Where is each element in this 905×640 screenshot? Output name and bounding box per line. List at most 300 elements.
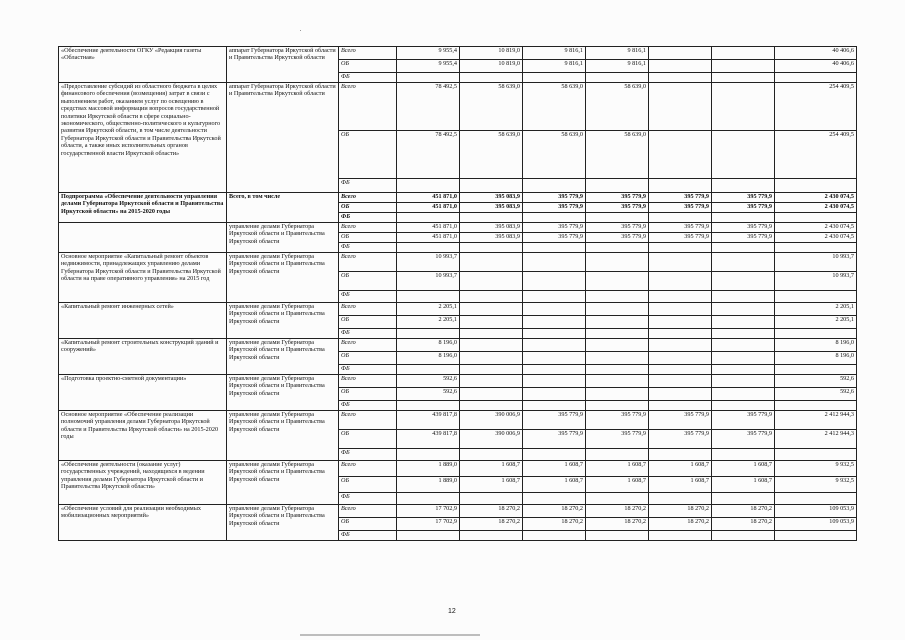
amount-cell bbox=[586, 316, 649, 329]
amount-cell bbox=[460, 375, 523, 388]
amount-cell: 395 083,9 bbox=[460, 203, 523, 213]
total-amount-cell: 40 406,6 bbox=[775, 60, 857, 73]
amount-cell bbox=[523, 253, 586, 272]
activity-name-cell: «Подготовка проектно-сметной документации» bbox=[59, 375, 227, 411]
funding-source-cell: ФБ bbox=[339, 213, 397, 223]
amount-cell bbox=[460, 213, 523, 223]
amount-cell bbox=[397, 213, 460, 223]
amount-cell bbox=[649, 179, 712, 193]
amount-cell: 439 817,8 bbox=[397, 430, 460, 449]
amount-cell bbox=[649, 291, 712, 303]
amount-cell: 18 270,2 bbox=[460, 518, 523, 531]
amount-cell: 395 779,9 bbox=[523, 193, 586, 203]
funding-source-cell: ОБ bbox=[339, 60, 397, 73]
amount-cell: 58 639,0 bbox=[460, 131, 523, 179]
funding-source-cell: Всего bbox=[339, 303, 397, 316]
total-amount-cell bbox=[775, 449, 857, 461]
amount-cell bbox=[712, 253, 775, 272]
total-amount-cell: 592,6 bbox=[775, 388, 857, 401]
amount-cell: 395 779,9 bbox=[649, 430, 712, 449]
amount-cell: 451 871,0 bbox=[397, 203, 460, 213]
amount-cell: 10 819,0 bbox=[460, 60, 523, 73]
amount-cell bbox=[586, 179, 649, 193]
amount-cell: 395 779,9 bbox=[523, 233, 586, 243]
amount-cell bbox=[460, 339, 523, 352]
amount-cell bbox=[649, 388, 712, 401]
amount-cell bbox=[523, 303, 586, 316]
scan-speck bbox=[300, 30, 301, 31]
amount-cell: 58 639,0 bbox=[586, 131, 649, 179]
amount-cell bbox=[523, 272, 586, 291]
amount-cell bbox=[649, 339, 712, 352]
total-amount-cell: 2 430 074,5 bbox=[775, 223, 857, 233]
amount-cell bbox=[712, 352, 775, 365]
amount-cell: 18 270,2 bbox=[712, 518, 775, 531]
total-amount-cell: 109 053,9 bbox=[775, 505, 857, 518]
funding-source-cell: Всего bbox=[339, 253, 397, 272]
funding-source-cell: ОБ bbox=[339, 477, 397, 493]
funding-source-cell: ФБ bbox=[339, 531, 397, 541]
amount-cell: 9 955,4 bbox=[397, 60, 460, 73]
amount-cell: 8 196,0 bbox=[397, 352, 460, 365]
executor-cell: управление делами Губернатора Иркутской области и Правительства Иркутской области bbox=[227, 505, 339, 541]
amount-cell bbox=[712, 243, 775, 253]
funding-source-cell: ФБ bbox=[339, 329, 397, 339]
amount-cell bbox=[523, 339, 586, 352]
amount-cell: 395 779,9 bbox=[649, 203, 712, 213]
total-amount-cell bbox=[775, 493, 857, 505]
amount-cell: 451 871,0 bbox=[397, 193, 460, 203]
amount-cell bbox=[712, 60, 775, 73]
amount-cell bbox=[712, 73, 775, 83]
amount-cell bbox=[460, 329, 523, 339]
amount-cell bbox=[460, 449, 523, 461]
page-number: 12 bbox=[448, 608, 456, 615]
amount-cell: 1 608,7 bbox=[586, 461, 649, 477]
amount-cell: 1 608,7 bbox=[523, 477, 586, 493]
executor-cell: аппарат Губернатора Иркутской области и Правительства Иркутской области bbox=[227, 83, 339, 193]
amount-cell: 395 083,9 bbox=[460, 193, 523, 203]
total-amount-cell bbox=[775, 329, 857, 339]
amount-cell bbox=[712, 83, 775, 131]
amount-cell bbox=[460, 303, 523, 316]
amount-cell bbox=[649, 375, 712, 388]
amount-cell bbox=[397, 365, 460, 375]
total-amount-cell: 2 430 074,5 bbox=[775, 233, 857, 243]
table-row bbox=[59, 83, 857, 131]
amount-cell bbox=[712, 339, 775, 352]
funding-source-cell: ОБ bbox=[339, 203, 397, 213]
total-amount-cell: 109 053,9 bbox=[775, 518, 857, 531]
funding-source-cell: ФБ bbox=[339, 291, 397, 303]
amount-cell: 58 639,0 bbox=[523, 83, 586, 131]
amount-cell: 395 083,9 bbox=[460, 233, 523, 243]
amount-cell bbox=[586, 243, 649, 253]
amount-cell: 395 779,9 bbox=[712, 233, 775, 243]
funding-source-cell: ФБ bbox=[339, 449, 397, 461]
activity-name-cell: «Капитальный ремонт инженерных сетей» bbox=[59, 303, 227, 339]
executor-cell: Всего, в том числе bbox=[227, 193, 339, 223]
activity-name-cell: «Обеспечение деятельности (оказание услуг) государственных учреждений, находящихся в ведении управления делами Губернатора Иркутской области и Правительства Иркутской области» bbox=[59, 461, 227, 505]
activity-name-cell: «Предоставление субсидий из областного бюджета в целях финансового обеспечения (возмещения) затрат в связи с выполнением работ, оказанием услуг по освещению в средствах массовой информации вопросов государственной политики Иркутской области в сфере социально-экономического, общественно-политического и культурного развития Иркутской области, в том числе деятельности Губернатора Иркутской области и Правительства Иркутской области, а также иных исполнительных органов государственной власти Иркутской области» bbox=[59, 83, 227, 193]
executor-cell: управление делами Губернатора Иркутской области и Правительства Иркутской области bbox=[227, 461, 339, 505]
amount-cell bbox=[586, 303, 649, 316]
total-amount-cell: 8 196,0 bbox=[775, 352, 857, 365]
amount-cell bbox=[649, 493, 712, 505]
executor-cell: управление делами Губернатора Иркутской области и Правительства Иркутской области bbox=[227, 411, 339, 461]
amount-cell bbox=[397, 531, 460, 541]
amount-cell: 395 779,9 bbox=[586, 223, 649, 233]
amount-cell bbox=[712, 179, 775, 193]
amount-cell bbox=[523, 493, 586, 505]
funding-source-cell: Всего bbox=[339, 47, 397, 60]
amount-cell: 18 270,2 bbox=[649, 518, 712, 531]
amount-cell: 395 779,9 bbox=[523, 430, 586, 449]
total-amount-cell bbox=[775, 401, 857, 411]
total-amount-cell bbox=[775, 213, 857, 223]
funding-source-cell: Всего bbox=[339, 411, 397, 430]
amount-cell bbox=[649, 272, 712, 291]
funding-source-cell: Всего bbox=[339, 83, 397, 131]
amount-cell: 10 993,7 bbox=[397, 253, 460, 272]
amount-cell bbox=[712, 493, 775, 505]
table-row bbox=[59, 47, 857, 60]
funding-source-cell: ФБ bbox=[339, 365, 397, 375]
amount-cell bbox=[586, 272, 649, 291]
amount-cell: 395 779,9 bbox=[649, 193, 712, 203]
amount-cell: 395 779,9 bbox=[586, 193, 649, 203]
amount-cell bbox=[712, 303, 775, 316]
amount-cell bbox=[649, 243, 712, 253]
amount-cell: 18 270,2 bbox=[712, 505, 775, 518]
table-row bbox=[59, 223, 857, 233]
amount-cell bbox=[460, 365, 523, 375]
amount-cell bbox=[712, 47, 775, 60]
amount-cell bbox=[586, 531, 649, 541]
amount-cell: 1 889,0 bbox=[397, 477, 460, 493]
activity-name-cell: Подпрограмма «Обеспечение деятельности управления делами Губернатора Иркутской области и Правительства Иркутской области» на 2015-2020 годы bbox=[59, 193, 227, 223]
amount-cell: 395 779,9 bbox=[586, 233, 649, 243]
amount-cell bbox=[523, 352, 586, 365]
funding-source-cell: ФБ bbox=[339, 243, 397, 253]
amount-cell bbox=[586, 493, 649, 505]
amount-cell: 58 639,0 bbox=[460, 83, 523, 131]
amount-cell bbox=[523, 243, 586, 253]
amount-cell: 8 196,0 bbox=[397, 339, 460, 352]
amount-cell bbox=[712, 388, 775, 401]
activity-name-cell: «Обеспечение деятельности ОГКУ «Редакция газеты «Областная» bbox=[59, 47, 227, 83]
amount-cell bbox=[523, 365, 586, 375]
amount-cell bbox=[397, 291, 460, 303]
amount-cell: 58 639,0 bbox=[523, 131, 586, 179]
executor-cell: управление делами Губернатора Иркутской области и Правительства Иркутской области bbox=[227, 303, 339, 339]
amount-cell: 395 779,9 bbox=[523, 203, 586, 213]
amount-cell: 395 779,9 bbox=[712, 193, 775, 203]
funding-source-cell: ФБ bbox=[339, 179, 397, 193]
amount-cell: 9 955,4 bbox=[397, 47, 460, 60]
amount-cell bbox=[460, 388, 523, 401]
amount-cell bbox=[586, 352, 649, 365]
amount-cell bbox=[586, 339, 649, 352]
funding-source-cell: Всего bbox=[339, 339, 397, 352]
total-amount-cell: 10 993,7 bbox=[775, 272, 857, 291]
amount-cell: 592,6 bbox=[397, 388, 460, 401]
amount-cell bbox=[649, 47, 712, 60]
amount-cell: 17 702,9 bbox=[397, 518, 460, 531]
scan-footer-strip bbox=[300, 634, 480, 636]
amount-cell: 1 889,0 bbox=[397, 461, 460, 477]
table-row bbox=[59, 253, 857, 272]
amount-cell: 9 816,1 bbox=[586, 47, 649, 60]
executor-cell: управление делами Губернатора Иркутской области и Правительства Иркутской области bbox=[227, 339, 339, 375]
amount-cell: 1 608,7 bbox=[586, 477, 649, 493]
amount-cell bbox=[397, 329, 460, 339]
amount-cell bbox=[460, 253, 523, 272]
amount-cell: 395 779,9 bbox=[712, 430, 775, 449]
activity-name-cell bbox=[59, 223, 227, 253]
amount-cell bbox=[523, 291, 586, 303]
amount-cell bbox=[523, 213, 586, 223]
amount-cell bbox=[460, 243, 523, 253]
total-amount-cell: 2 205,1 bbox=[775, 316, 857, 329]
amount-cell bbox=[460, 272, 523, 291]
amount-cell bbox=[397, 243, 460, 253]
amount-cell bbox=[649, 303, 712, 316]
amount-cell bbox=[460, 179, 523, 193]
activity-name-cell: «Капитальный ремонт строительных конструкций зданий и сооружений» bbox=[59, 339, 227, 375]
amount-cell bbox=[649, 365, 712, 375]
amount-cell bbox=[586, 329, 649, 339]
amount-cell bbox=[649, 449, 712, 461]
amount-cell bbox=[712, 375, 775, 388]
total-amount-cell: 2 430 074,5 bbox=[775, 203, 857, 213]
amount-cell bbox=[397, 179, 460, 193]
amount-cell: 1 608,7 bbox=[523, 461, 586, 477]
amount-cell: 10 819,0 bbox=[460, 47, 523, 60]
amount-cell: 17 702,9 bbox=[397, 505, 460, 518]
amount-cell bbox=[460, 73, 523, 83]
amount-cell bbox=[523, 329, 586, 339]
amount-cell bbox=[523, 531, 586, 541]
amount-cell bbox=[586, 365, 649, 375]
amount-cell bbox=[649, 73, 712, 83]
amount-cell bbox=[649, 401, 712, 411]
funding-source-cell: Всего bbox=[339, 505, 397, 518]
total-amount-cell bbox=[775, 531, 857, 541]
amount-cell: 58 639,0 bbox=[586, 83, 649, 131]
executor-cell: управление делами Губернатора Иркутской области и Правительства Иркутской области bbox=[227, 223, 339, 253]
table-row bbox=[59, 461, 857, 477]
amount-cell: 395 779,9 bbox=[712, 203, 775, 213]
amount-cell: 1 608,7 bbox=[712, 477, 775, 493]
table-row bbox=[59, 193, 857, 203]
amount-cell: 395 779,9 bbox=[712, 411, 775, 430]
executor-cell: аппарат Губернатора Иркутской области и Правительства Иркутской области bbox=[227, 47, 339, 83]
amount-cell bbox=[523, 375, 586, 388]
amount-cell bbox=[649, 83, 712, 131]
amount-cell bbox=[460, 291, 523, 303]
total-amount-cell: 9 932,5 bbox=[775, 477, 857, 493]
amount-cell bbox=[712, 316, 775, 329]
amount-cell: 18 270,2 bbox=[523, 518, 586, 531]
funding-source-cell: ОБ bbox=[339, 131, 397, 179]
amount-cell bbox=[586, 449, 649, 461]
amount-cell: 1 608,7 bbox=[649, 477, 712, 493]
amount-cell: 18 270,2 bbox=[586, 505, 649, 518]
amount-cell: 395 779,9 bbox=[586, 430, 649, 449]
amount-cell: 9 816,1 bbox=[523, 47, 586, 60]
executor-cell: управление делами Губернатора Иркутской области и Правительства Иркутской области bbox=[227, 253, 339, 303]
amount-cell bbox=[712, 531, 775, 541]
table-row bbox=[59, 505, 857, 518]
amount-cell: 2 205,1 bbox=[397, 303, 460, 316]
table-row bbox=[59, 375, 857, 388]
amount-cell bbox=[712, 213, 775, 223]
table-row bbox=[59, 411, 857, 430]
activity-name-cell: Основное мероприятие «Капитальный ремонт объектов недвижимости, принадлежащих управлению делами Губернатора Иркутской области и Правительства Иркутской области на праве оперативного управления» на 2015 год bbox=[59, 253, 227, 303]
amount-cell bbox=[649, 316, 712, 329]
funding-source-cell: ФБ bbox=[339, 401, 397, 411]
total-amount-cell bbox=[775, 179, 857, 193]
executor-cell: управление делами Губернатора Иркутской области и Правительства Иркутской области bbox=[227, 375, 339, 411]
total-amount-cell: 9 932,5 bbox=[775, 461, 857, 477]
amount-cell bbox=[649, 329, 712, 339]
total-amount-cell bbox=[775, 73, 857, 83]
funding-source-cell: ОБ bbox=[339, 518, 397, 531]
amount-cell bbox=[397, 73, 460, 83]
amount-cell: 390 006,9 bbox=[460, 411, 523, 430]
amount-cell bbox=[649, 253, 712, 272]
funding-source-cell: ОБ bbox=[339, 316, 397, 329]
funding-source-cell: Всего bbox=[339, 375, 397, 388]
amount-cell bbox=[586, 291, 649, 303]
amount-cell bbox=[712, 401, 775, 411]
amount-cell: 395 779,9 bbox=[649, 223, 712, 233]
amount-cell: 2 205,1 bbox=[397, 316, 460, 329]
table-row bbox=[59, 303, 857, 316]
total-amount-cell bbox=[775, 243, 857, 253]
amount-cell: 592,6 bbox=[397, 375, 460, 388]
amount-cell bbox=[712, 291, 775, 303]
amount-cell: 451 871,0 bbox=[397, 233, 460, 243]
amount-cell bbox=[586, 401, 649, 411]
amount-cell: 78 492,5 bbox=[397, 131, 460, 179]
amount-cell bbox=[649, 60, 712, 73]
budget-table-body bbox=[59, 47, 857, 541]
total-amount-cell: 2 412 944,3 bbox=[775, 411, 857, 430]
amount-cell bbox=[460, 401, 523, 411]
funding-source-cell: ОБ bbox=[339, 352, 397, 365]
amount-cell bbox=[649, 213, 712, 223]
amount-cell: 78 492,5 bbox=[397, 83, 460, 131]
amount-cell bbox=[523, 449, 586, 461]
amount-cell bbox=[523, 388, 586, 401]
amount-cell: 1 608,7 bbox=[460, 461, 523, 477]
funding-source-cell: ОБ bbox=[339, 272, 397, 291]
activity-name-cell: «Обеспечение условий для реализации необходимых мобилизационных мероприятий» bbox=[59, 505, 227, 541]
funding-source-cell: Всего bbox=[339, 193, 397, 203]
amount-cell bbox=[586, 388, 649, 401]
total-amount-cell: 8 196,0 bbox=[775, 339, 857, 352]
amount-cell: 18 270,2 bbox=[649, 505, 712, 518]
amount-cell bbox=[586, 375, 649, 388]
amount-cell bbox=[460, 531, 523, 541]
amount-cell: 439 817,8 bbox=[397, 411, 460, 430]
amount-cell: 395 779,9 bbox=[649, 233, 712, 243]
total-amount-cell: 2 412 944,3 bbox=[775, 430, 857, 449]
amount-cell bbox=[586, 213, 649, 223]
amount-cell bbox=[523, 316, 586, 329]
amount-cell: 9 816,1 bbox=[586, 60, 649, 73]
amount-cell bbox=[397, 493, 460, 505]
total-amount-cell: 2 430 074,5 bbox=[775, 193, 857, 203]
amount-cell bbox=[712, 449, 775, 461]
total-amount-cell bbox=[775, 291, 857, 303]
amount-cell: 9 816,1 bbox=[523, 60, 586, 73]
funding-source-cell: ФБ bbox=[339, 73, 397, 83]
amount-cell: 395 779,9 bbox=[523, 411, 586, 430]
amount-cell bbox=[712, 329, 775, 339]
table-row bbox=[59, 339, 857, 352]
amount-cell bbox=[649, 531, 712, 541]
funding-source-cell: Всего bbox=[339, 461, 397, 477]
total-amount-cell bbox=[775, 365, 857, 375]
funding-source-cell: ОБ bbox=[339, 233, 397, 243]
amount-cell bbox=[397, 449, 460, 461]
amount-cell: 1 608,7 bbox=[460, 477, 523, 493]
amount-cell: 395 083,9 bbox=[460, 223, 523, 233]
amount-cell: 451 871,0 bbox=[397, 223, 460, 233]
amount-cell: 10 993,7 bbox=[397, 272, 460, 291]
activity-name-cell: Основное мероприятие «Обеспечение реализации полномочий управления делами Губернатора Иркутской области и Правительства Иркутской области» на 2015-2020 годы bbox=[59, 411, 227, 461]
amount-cell bbox=[523, 179, 586, 193]
amount-cell bbox=[712, 131, 775, 179]
budget-table bbox=[58, 46, 857, 541]
amount-cell: 1 608,7 bbox=[649, 461, 712, 477]
amount-cell bbox=[397, 401, 460, 411]
total-amount-cell: 40 406,6 bbox=[775, 47, 857, 60]
amount-cell: 395 779,9 bbox=[586, 203, 649, 213]
amount-cell bbox=[712, 365, 775, 375]
amount-cell bbox=[523, 401, 586, 411]
amount-cell bbox=[460, 316, 523, 329]
funding-source-cell: ОБ bbox=[339, 388, 397, 401]
funding-source-cell: ФБ bbox=[339, 493, 397, 505]
amount-cell: 18 270,2 bbox=[586, 518, 649, 531]
total-amount-cell: 592,6 bbox=[775, 375, 857, 388]
amount-cell: 18 270,2 bbox=[460, 505, 523, 518]
amount-cell bbox=[460, 493, 523, 505]
amount-cell bbox=[586, 73, 649, 83]
amount-cell bbox=[460, 352, 523, 365]
funding-source-cell: Всего bbox=[339, 223, 397, 233]
amount-cell: 395 779,9 bbox=[523, 223, 586, 233]
amount-cell: 1 608,7 bbox=[712, 461, 775, 477]
funding-source-cell: ОБ bbox=[339, 430, 397, 449]
total-amount-cell: 254 409,5 bbox=[775, 131, 857, 179]
total-amount-cell: 10 993,7 bbox=[775, 253, 857, 272]
amount-cell: 395 779,9 bbox=[586, 411, 649, 430]
amount-cell bbox=[649, 131, 712, 179]
amount-cell bbox=[523, 73, 586, 83]
amount-cell: 395 779,9 bbox=[712, 223, 775, 233]
amount-cell: 390 006,9 bbox=[460, 430, 523, 449]
amount-cell: 18 270,2 bbox=[523, 505, 586, 518]
total-amount-cell: 2 205,1 bbox=[775, 303, 857, 316]
amount-cell bbox=[649, 352, 712, 365]
amount-cell bbox=[586, 253, 649, 272]
amount-cell: 395 779,9 bbox=[649, 411, 712, 430]
